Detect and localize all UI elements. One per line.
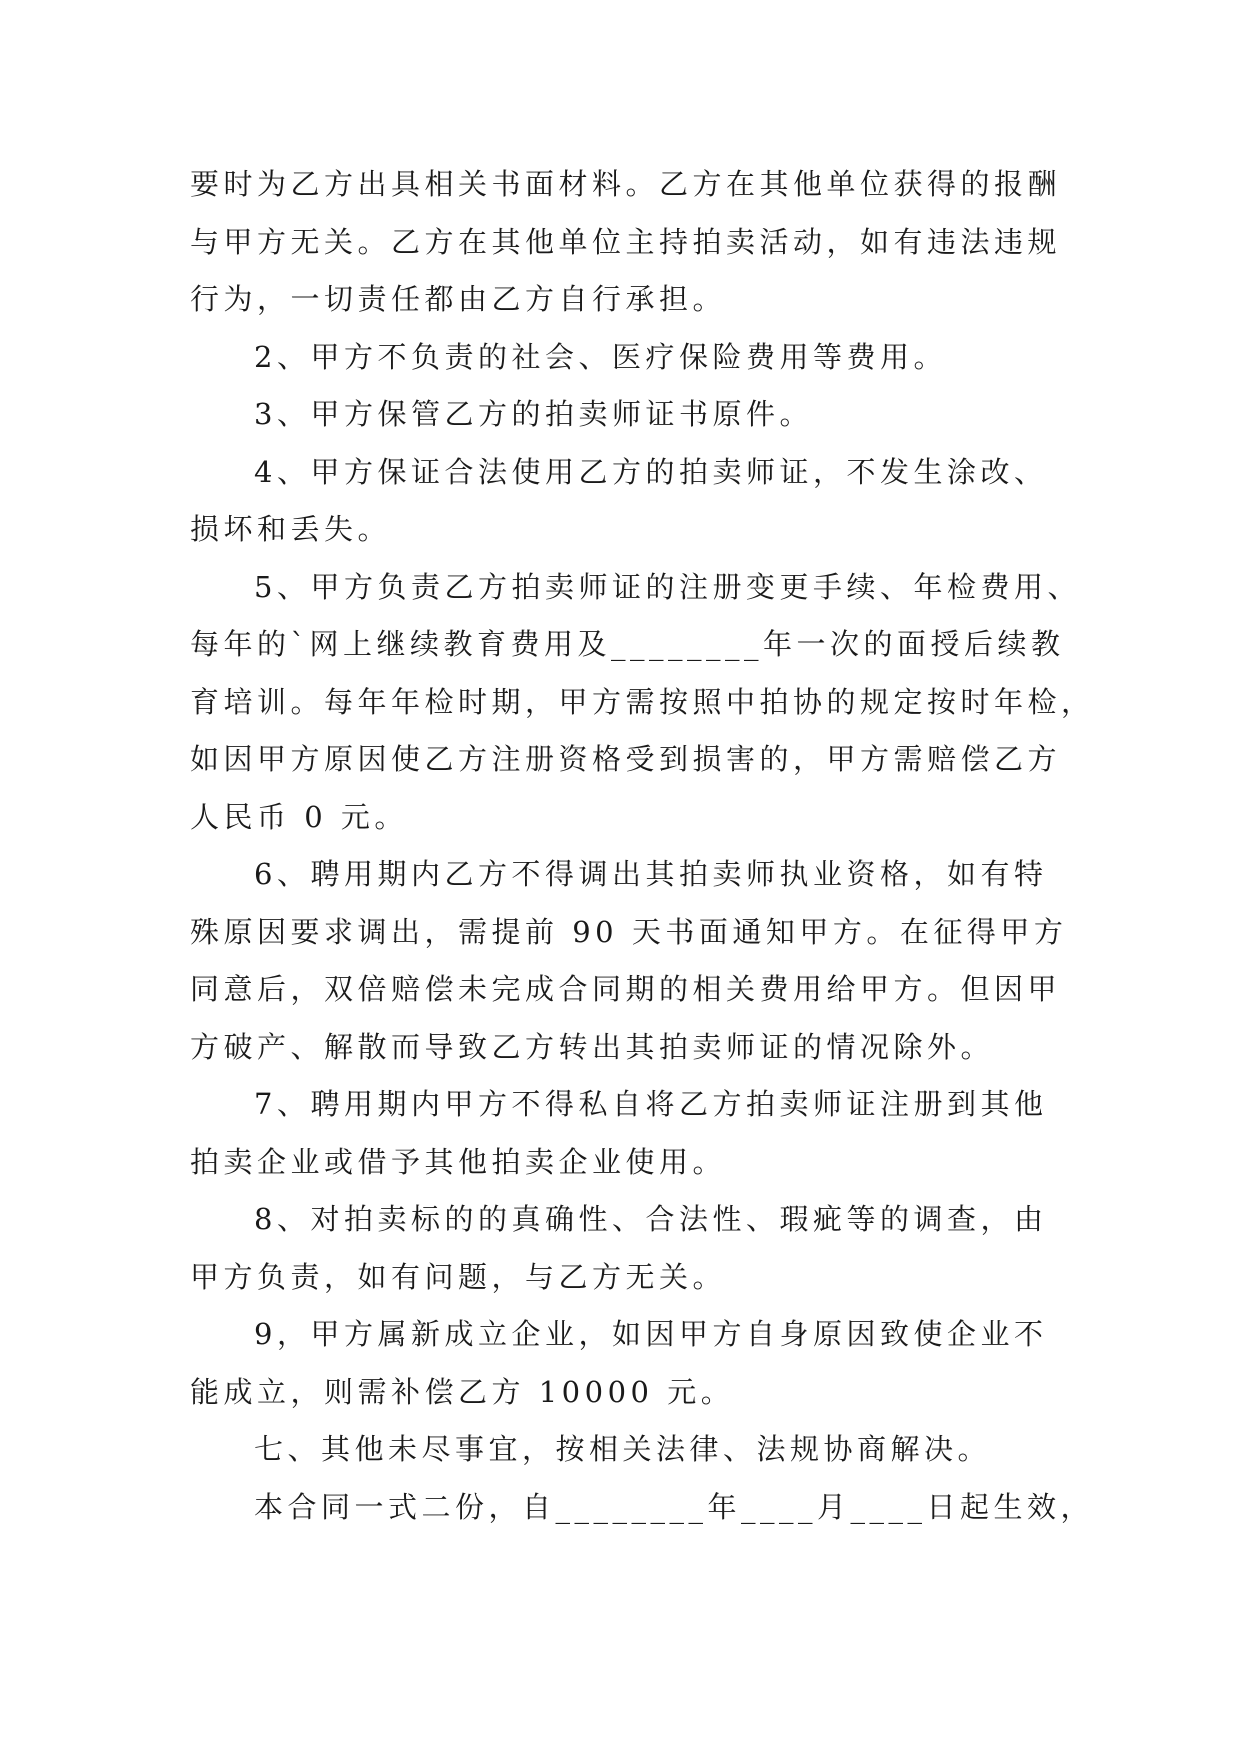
text-line: 育培训。每年年检时期，甲方需按照中拍协的规定按时年检，	[190, 684, 1095, 719]
clause-3: 3、甲方保管乙方的拍卖师证书原件。	[254, 397, 813, 431]
text-line: 行为，一切责任都由乙方自行承担。	[190, 282, 727, 316]
text-line: 损坏和丢失。	[190, 512, 392, 546]
clause-8: 8、对拍卖标的的真确性、合法性、瑕疵等的调查，由	[254, 1202, 1048, 1236]
text-line: 甲方负责，如有问题，与乙方无关。	[190, 1259, 727, 1294]
contract-effective-line: 本合同一式二份，自________年____月____日起生效，	[254, 1489, 1095, 1524]
clause-2: 2、甲方不负责的社会、医疗保险费用等费用。	[254, 339, 947, 374]
text-line: 拍卖企业或借予其他拍卖企业使用。	[190, 1144, 727, 1179]
text-line: 方破产、解散而导致乙方转出其拍卖师证的情况除外。	[190, 1029, 995, 1064]
text-line: 与甲方无关。乙方在其他单位主持拍卖活动，如有违法违规	[190, 224, 1062, 259]
clause-5: 5、甲方负责乙方拍卖师证的注册变更手续、年检费用、	[254, 569, 1081, 604]
clause-9: 9，甲方属新成立企业，如因甲方自身原因致使企业不	[254, 1317, 1048, 1351]
text-line: 如因甲方原因使乙方注册资格受到损害的，甲方需赔偿乙方	[190, 742, 1062, 776]
text-line: 人民币 0 元。	[190, 799, 408, 834]
document-body	[190, 156, 1095, 1536]
section-seven: 七、其他未尽事宜，按相关法律、法规协商解决。	[254, 1432, 992, 1466]
clause-4: 4、甲方保证合法使用乙方的拍卖师证，不发生涂改、	[254, 454, 1048, 489]
clause-7: 7、聘用期内甲方不得私自将乙方拍卖师证注册到其他	[254, 1087, 1048, 1121]
text-line: 要时为乙方出具相关书面材料。乙方在其他单位获得的报酬	[190, 167, 1062, 201]
text-line: 同意后，双倍赔偿未完成合同期的相关费用给甲方。但因甲	[190, 972, 1062, 1006]
text-line: 能成立，则需补偿乙方 10000 元。	[190, 1374, 735, 1409]
text-line: 每年的`网上继续教育费用及________年一次的面授后续教	[190, 627, 1065, 661]
clause-6: 6、聘用期内乙方不得调出其拍卖师执业资格，如有特	[254, 857, 1048, 891]
text-line: 殊原因要求调出，需提前 90 天书面通知甲方。在征得甲方	[190, 914, 1068, 949]
